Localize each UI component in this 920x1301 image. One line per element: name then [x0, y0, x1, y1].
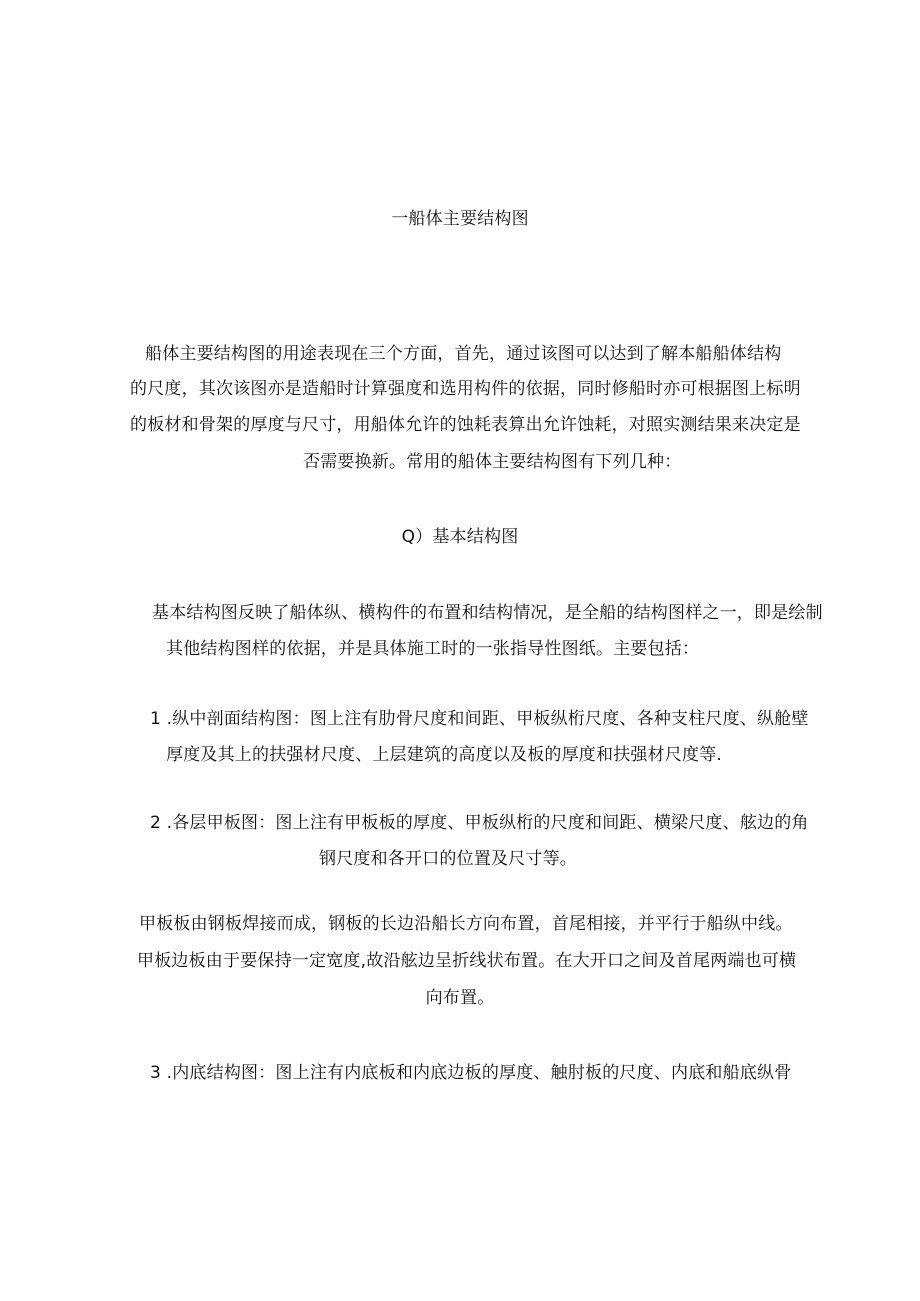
item-2-line-2: 钢尺度和各开口的位置及尺寸等。: [319, 849, 577, 869]
item-3-line-1: 3 .内底结构图：图上注有内底板和内底边板的厚度、触肘板的尺度、内底和船底纵骨: [150, 1063, 792, 1083]
section-intro-line-2: 其他结构图样的依据，并是具体施工时的一张指导性图纸。主要包括：: [166, 639, 700, 659]
deck-note-line-1: 甲板板由钢板焊接而成，钢板的长边沿船长方向布置，首尾相接，并平行于船纵中线。: [139, 914, 793, 934]
section-heading: Q）基本结构图: [401, 527, 519, 547]
item-1-line-1: 1 .纵中剖面结构图：图上注有肋骨尺度和间距、甲板纵桁尺度、各种支柱尺度、纵舱壁: [150, 709, 809, 729]
deck-note-line-2: 甲板边板由于要保持一定宽度,故沿舷边呈折线状布置。在大开口之间及首尾两端也可横: [137, 951, 797, 971]
intro-line-3: 的板材和骨架的厚度与尺寸，用船体允许的蚀耗表算出允许蚀耗，对照实测结果来决定是: [130, 415, 801, 435]
item-1-line-2: 厚度及其上的扶强材尺度、上层建筑的高度以及板的厚度和扶强材尺度等.: [166, 745, 723, 765]
section-intro-line-1: 基本结构图反映了船体纵、横构件的布置和结构情况，是全船的结构图样之一，即是绘制: [152, 603, 823, 623]
intro-line-2: 的尺度，其次该图亦是造船时计算强度和选用构件的依据，同时修船时亦可根据图上标明: [130, 379, 801, 399]
deck-note-line-3: 向布置。: [425, 988, 495, 1008]
intro-line-4: 否需要换新。常用的船体主要结构图有下列几种：: [303, 452, 682, 472]
document-title: 一船体主要结构图: [391, 209, 529, 229]
intro-line-1: 船体主要结构图的用途表现在三个方面，首先，通过该图可以达到了解本船船体结构: [145, 344, 782, 364]
item-2-line-1: 2 .各层甲板图：图上注有甲板板的厚度、甲板纵桁的尺度和间距、横梁尺度、舷边的角: [150, 813, 809, 833]
